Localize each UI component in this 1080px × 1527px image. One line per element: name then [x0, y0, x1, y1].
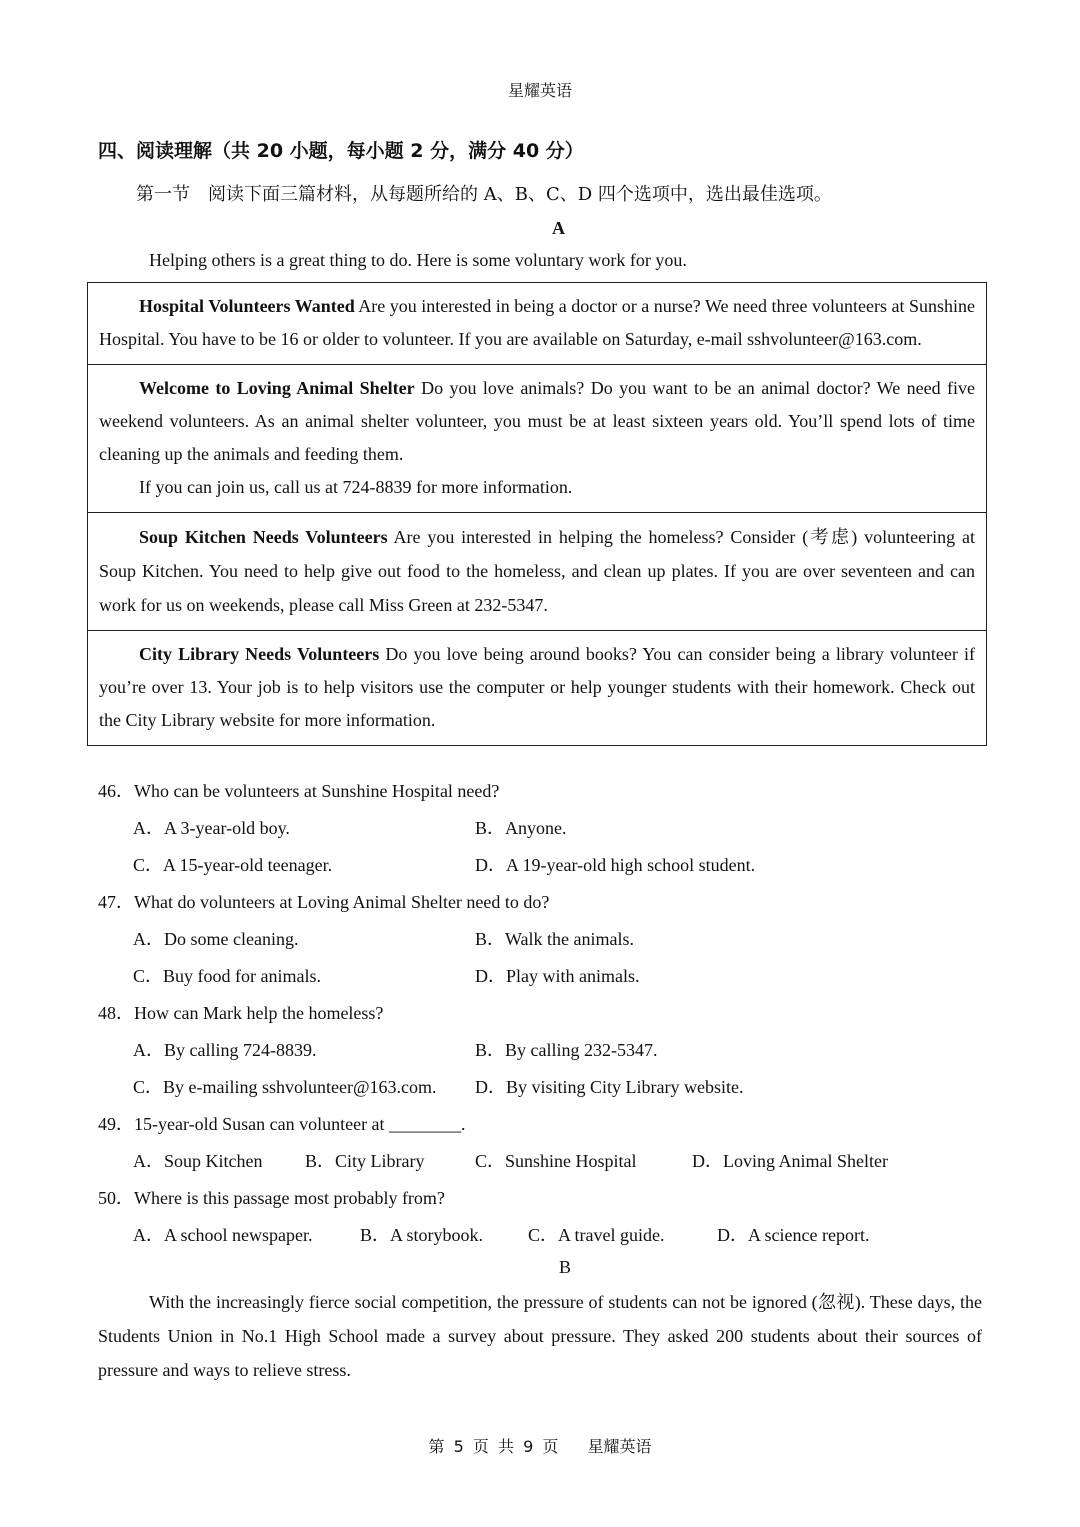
option: C．Sunshine Hospital: [475, 1151, 637, 1171]
option: D．A 19-year-old high school student.: [475, 855, 756, 875]
ad-title: City Library Needs Volunteers: [139, 644, 380, 664]
option: B．City Library: [305, 1151, 425, 1171]
ad-body: Do you love animals? Do you want to be an animal doctor? We need five weekend volunteers. As an animal shelter volunteer, you must be at least sixteen years old. You’ll spend lots of time cleaning up the animals and feeding them.: [99, 378, 975, 464]
option: C．By e-mailing sshvolunteer@163.com.: [133, 1077, 437, 1097]
footer-gong: 共: [497, 1437, 514, 1456]
passage-a-intro: Helping others is a great thing to do. Here is some voluntary work for you.: [149, 250, 687, 270]
option: D．Play with animals.: [475, 966, 640, 986]
option: A．A 3-year-old boy.: [133, 818, 290, 838]
option: A．Soup Kitchen: [133, 1151, 263, 1171]
passage-b-letter: B: [558, 1257, 571, 1277]
option: D．Loving Animal Shelter: [692, 1151, 888, 1171]
section-title: 四、阅读理解（共 20 小题，每小题 2 分，满分 40 分）: [98, 140, 584, 162]
ad-city-library: [88, 631, 986, 745]
option: B．A storybook.: [360, 1225, 484, 1245]
section-instruction: 第一节 阅读下面三篇材料，从每题所给的 A、B、C、D 四个选项中，选出最佳选项。: [136, 184, 832, 205]
question-49: 49．15-year-old Susan can volunteer at ________.: [98, 1114, 466, 1134]
option: B．Anyone.: [475, 818, 567, 838]
option: C．A travel guide.: [528, 1225, 665, 1245]
question-46: 46．Who can be volunteers at Sunshine Hospital need?: [98, 781, 500, 801]
option: D．By visiting City Library website.: [475, 1077, 744, 1097]
ad-hospital: [88, 283, 986, 365]
ad-animal-shelter: [88, 365, 986, 513]
passage-b-paragraph: With the increasingly fierce social competition, the pressure of students can not be ignored (忽视). These days, the Students Union in No.1 High School made a survey about pressure. They asked 200 students about their sources of pressure and ways to relieve stress.: [98, 1292, 982, 1380]
ad-title: Soup Kitchen Needs Volunteers: [139, 527, 388, 547]
ad-body: Do you love being around books? You can consider being a library volunteer if you’re over 13. Your job is to help visitors use the computer or help younger students with their homework. Check out the City Library website for more information.: [99, 644, 975, 730]
option: A．Do some cleaning.: [133, 929, 299, 949]
ad-extra: If you can join us, call us at 724-8839 for more information.: [139, 477, 573, 497]
footer-ye2: 页: [542, 1437, 559, 1456]
ad-body: Are you interested in being a doctor or a nurse? We need three volunteers at Sunshine Hospital. You have to be 16 or older to volunteer. If you are available on Saturday, e-mail sshvolunteer@163.com.: [99, 296, 975, 349]
question-48: 48．How can Mark help the homeless?: [98, 1003, 384, 1023]
ad-body: Are you interested in helping the homeless? Consider (考虑) volunteering at Soup Kitchen. You need to help give out food to the homeless, and clean up plates. If you are over seventeen and can work for us on weekends, please call Miss Green at 232-5347.: [99, 527, 975, 615]
option: A．By calling 724-8839.: [133, 1040, 317, 1060]
option: A．A school newspaper.: [133, 1225, 313, 1245]
footer-total-pages: 9: [523, 1437, 534, 1456]
question-50: 50．Where is this passage most probably from?: [98, 1188, 445, 1208]
volunteer-ads: [87, 282, 987, 746]
footer-brand: 星耀英语: [587, 1437, 652, 1456]
footer-ye: 页: [472, 1437, 489, 1456]
option: B．By calling 232-5347.: [475, 1040, 658, 1060]
footer-page-number: 5: [453, 1437, 464, 1456]
ad-title: Welcome to Loving Animal Shelter: [139, 378, 415, 398]
option: D．A science report.: [717, 1225, 870, 1245]
ad-soup-kitchen: [88, 513, 986, 631]
option: C．Buy food for animals.: [133, 966, 321, 986]
page-footer: [0, 1434, 1080, 1457]
page-header: 星耀英语: [507, 81, 572, 100]
ad-title: Hospital Volunteers Wanted: [139, 296, 355, 316]
option: C．A 15-year-old teenager.: [133, 855, 333, 875]
passage-a-letter: A: [552, 218, 565, 238]
question-47: 47．What do volunteers at Loving Animal Shelter need to do?: [98, 892, 550, 912]
footer-di: 第: [428, 1437, 445, 1456]
option: B．Walk the animals.: [475, 929, 635, 949]
